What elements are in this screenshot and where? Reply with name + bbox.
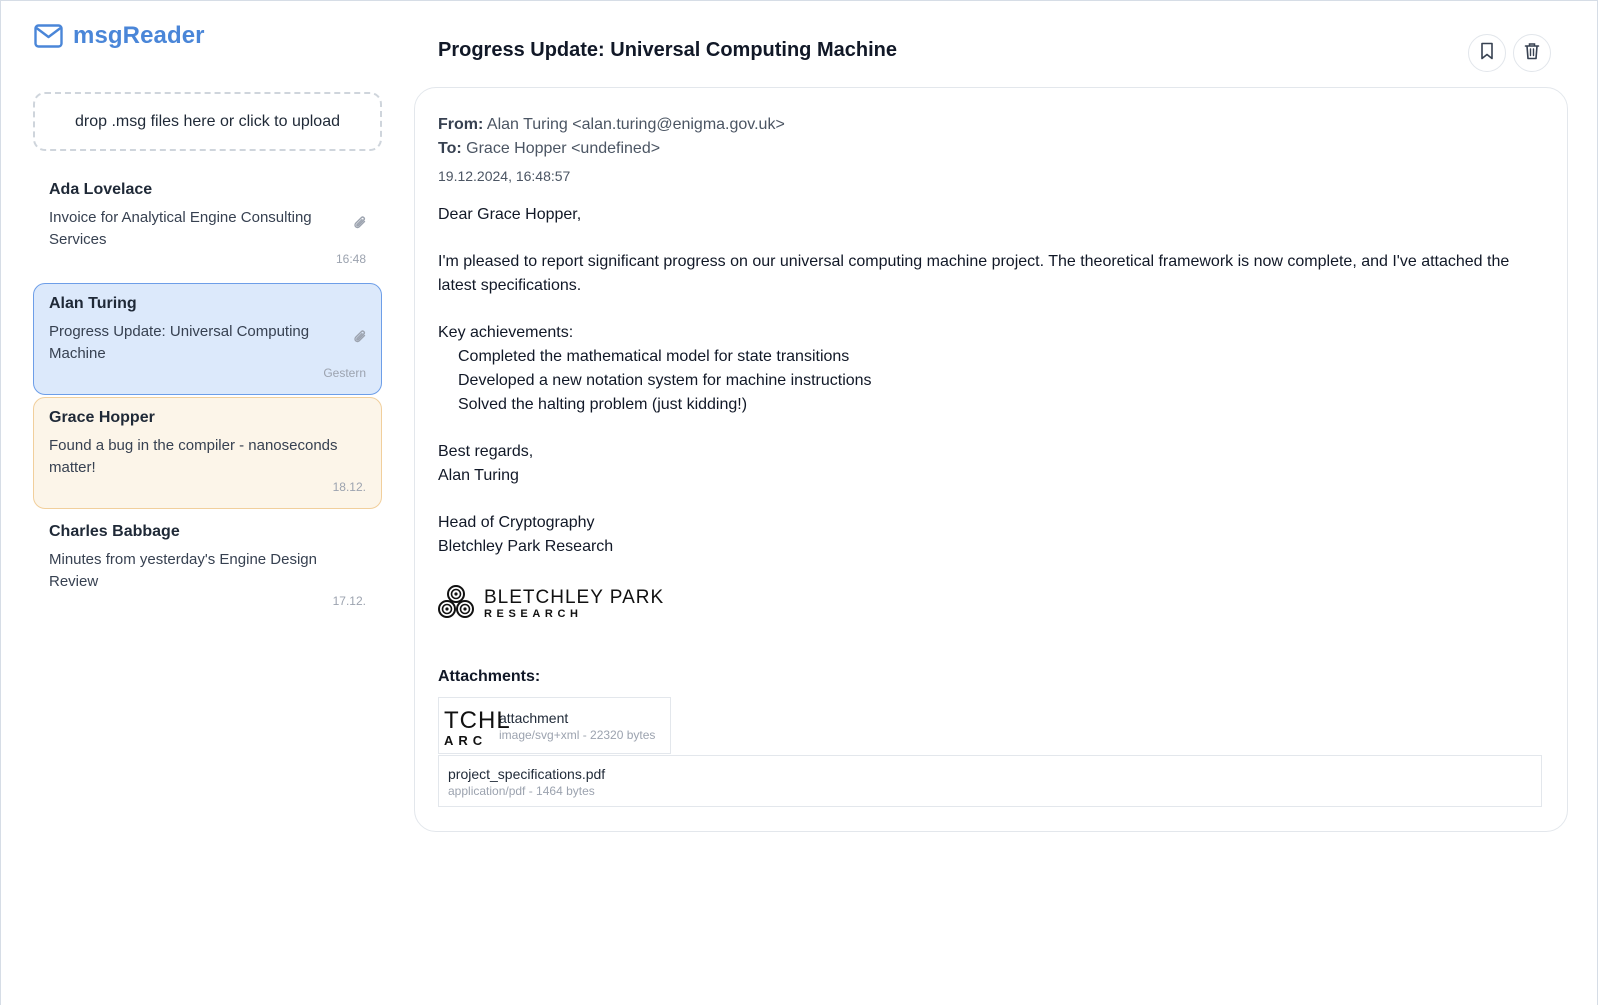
mail-sender: Alan Turing [49, 295, 137, 312]
paperclip-icon [353, 215, 367, 236]
signature-name: Alan Turing [438, 466, 519, 484]
attachment-name: project_specifications.pdf [448, 766, 606, 782]
from-label: From: [438, 116, 484, 133]
list-item[interactable] [33, 169, 382, 281]
mail-time: 17.12. [332, 594, 366, 608]
upload-dropzone[interactable] [33, 92, 382, 151]
bookmark-icon [1479, 42, 1495, 65]
achievements-title: Key achievements: [438, 324, 574, 342]
mail-sender: Ada Lovelace [49, 181, 153, 198]
mail-subject: Progress Update: Universal Computing Machine [49, 323, 310, 362]
mail-subject: Invoice for Analytical Engine Consulting Services [49, 209, 312, 248]
envelope-icon [34, 24, 63, 48]
mail-subject: Found a bug in the compiler - nanoseconds matter! [49, 437, 338, 476]
list-item[interactable] [33, 511, 382, 623]
greeting: Dear Grace Hopper, [438, 206, 582, 223]
mail-sender: Charles Babbage [49, 523, 180, 540]
to-line [438, 137, 785, 161]
message-date: 19.12.2024, 16:48:57 [438, 168, 571, 184]
spiral-emblem-icon [438, 583, 474, 624]
mail-sender: Grace Hopper [49, 409, 155, 426]
dropzone-label: drop .msg files here or click to upload [74, 112, 340, 130]
from-line [438, 113, 785, 137]
closing: Best regards, [438, 442, 534, 460]
logo-line1: BLETCHLEY PARK [484, 586, 665, 608]
from-value: Alan Turing <alan.turing@enigma.gov.uk> [486, 116, 785, 133]
delete-button[interactable] [1513, 34, 1551, 72]
body-paragraph: I'm pleased to report significant progress on our universal computing machine project. The theoretical framework is now complete, and I've attached the latest specifications. [438, 253, 1510, 295]
achievement-item: Completed the mathematical model for state transitions [458, 348, 850, 366]
achievement-item: Solved the halting problem (just kidding!) [458, 395, 748, 413]
list-item[interactable] [33, 397, 382, 509]
achievement-item: Developed a new notation system for machine instructions [458, 371, 872, 389]
attachments-title: Attachments: [438, 668, 541, 685]
app-logo [34, 22, 205, 50]
logo-line2: RESEARCH [484, 607, 583, 620]
to-value: Grace Hopper <undefined> [466, 140, 661, 157]
attachment-thumbnail: TCHL ARC [441, 703, 493, 749]
mail-subject: Minutes from yesterday's Engine Design Review [49, 551, 317, 590]
mail-time: 16:48 [335, 252, 366, 266]
trash-icon [1524, 42, 1540, 65]
mail-time: Gestern [323, 366, 366, 380]
mail-list [33, 169, 382, 625]
attachment-name: attachment [499, 709, 569, 726]
mail-time: 18.12. [332, 480, 366, 494]
message-headers [438, 113, 785, 161]
signature-title: Head of Cryptography [438, 514, 595, 532]
bookmark-button[interactable] [1468, 34, 1506, 72]
bletchley-park-logo [438, 583, 664, 624]
app-name: msgReader [73, 22, 205, 49]
message-body [438, 203, 1543, 558]
attachment-item[interactable] [438, 755, 1542, 807]
paperclip-icon [353, 329, 367, 350]
attachment-meta: image/svg+xml - 22320 bytes [499, 727, 656, 742]
message-title: Progress Update: Universal Computing Machine [438, 39, 897, 61]
to-label: To: [438, 140, 462, 157]
list-item[interactable] [33, 283, 382, 395]
signature-org: Bletchley Park Research [438, 537, 614, 555]
attachment-item[interactable] [438, 697, 671, 754]
attachment-meta: application/pdf - 1464 bytes [448, 784, 595, 798]
